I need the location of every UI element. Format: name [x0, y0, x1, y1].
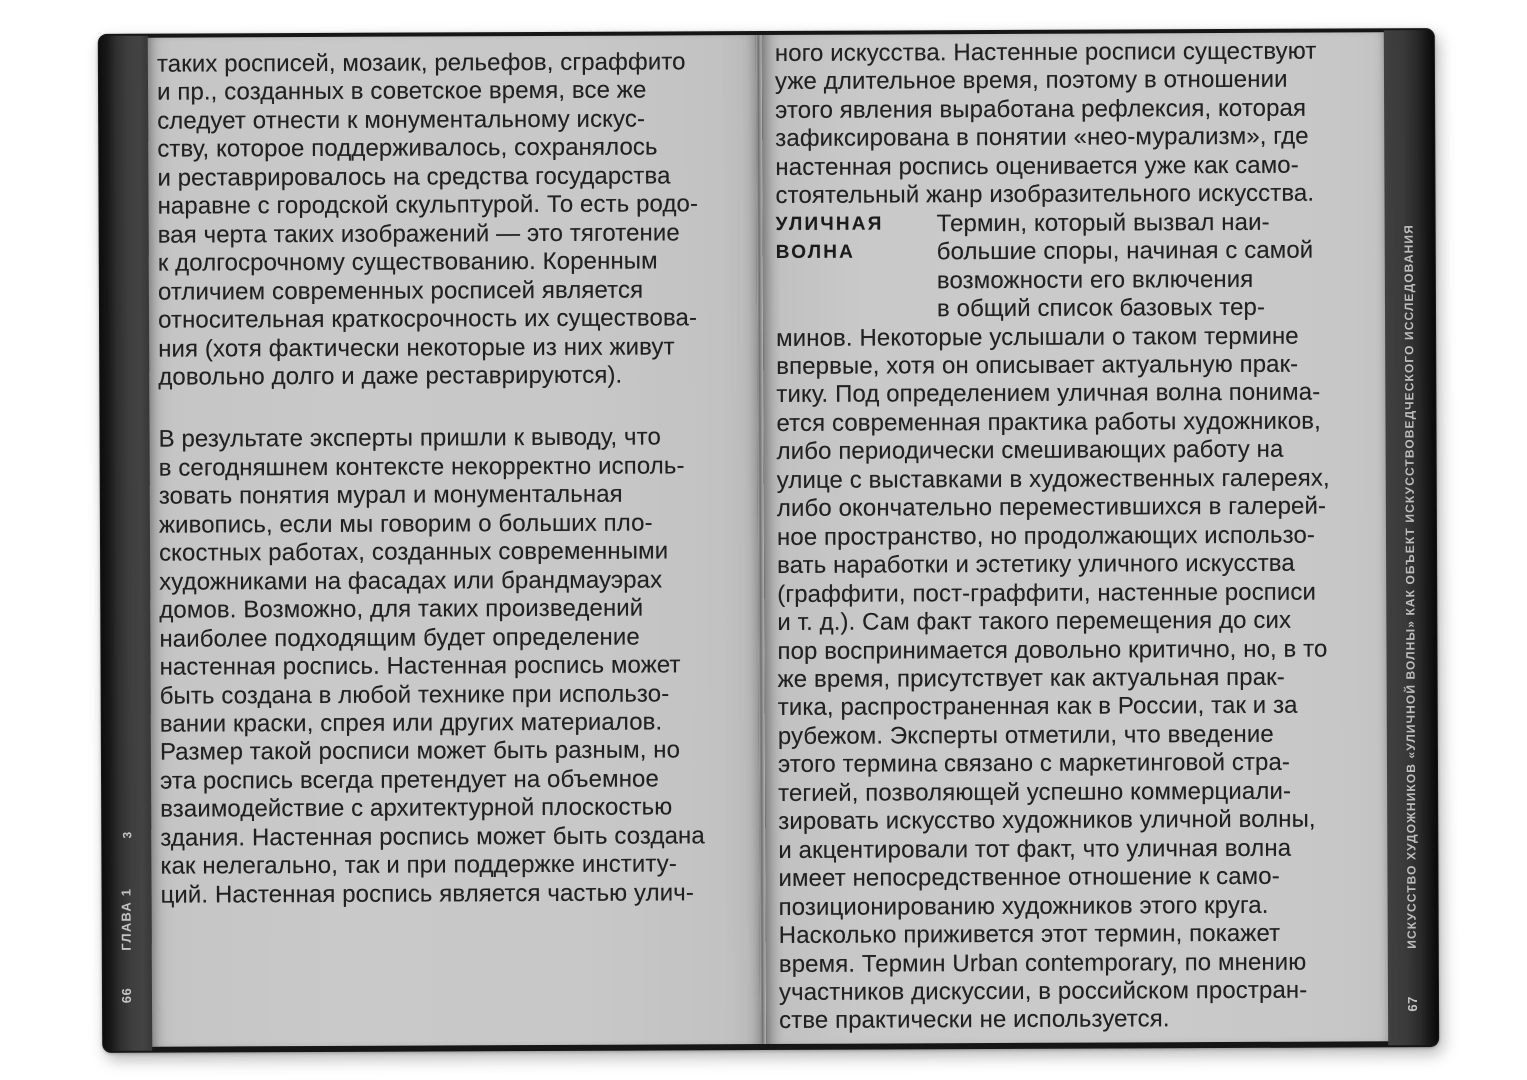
right-spine-band [1384, 30, 1438, 1045]
right-page-number: 67 [1404, 995, 1421, 1012]
right-intro-paragraph: ного искусства. Настенные росписи существуют уже длительное время, поэтому в отношении этого явления выработана рефлексия, которая зафиксирована в понятии «нео-мурализм», где настенная роспись оценивается уже как само- стоятельный жанр изобразительного искусства. [774, 37, 1317, 210]
term-heading: УЛИЧНАЯ ВОЛНА [775, 213, 884, 264]
left-margin-section-number: 3 [120, 831, 135, 839]
left-page-text [148, 35, 760, 910]
right-margin-running-title: ИСКУССТВО ХУДОЖНИКОВ «УЛИЧНОЙ ВОЛНЫ» КАК ОБЪЕКТ ИСКУССТВОВЕДЧЕСКОГО ИССЛЕДОВАНИЯ [1401, 224, 1419, 950]
right-page [762, 32, 1389, 1044]
term-definition-continued: минов. Некоторые услышали о таком термине впервые, хотя он описывает актуальную прак- тику. Под определением уличная волна понима- ется современная практика работы художников, либо периодически смешивающих работу на улице с выставками в художественных галереях, либо окончательно переместившихся в галерей- ное пространство, но продолжающих использо- вать наработки и эстетику уличного искусства (граффити, пост-граффити, настенные росписи и т. д.). Сам факт такого перемещения до сих пор воспринимается довольно критично, но, в то же время, присутствует как актуальная прак- тика, распространенная как в России, так и за рубежом. Эксперты отметили, что введение этого термина связано с маркетинговой стра- тегией, позволяющей успешно коммерциали- зировать искусство художников уличной волны, и акцентировали тот факт, что уличная волна имеет непосредственное отношение к само- позиционированию художников этого круга. Насколько приживется этот термин, покажет время. Термин Urban contemporary, по мнению участников дискуссии, в российском простран- стве практически не используется. [776, 322, 1330, 1035]
left-margin-chapter-label: ГЛАВА 1 [118, 887, 134, 951]
left-paragraph-1: таких росписей, мозаик, рельефов, сграффито и пр., созданных в советское время, все же следует отнести к монументальному искус- ству, которое поддерживалось, сохранялось и реставрировалось на средства государства наравне с городской скульптурой. То есть родо- вая черта таких изображений — это тяготение к долгосрочному существованию. Коренным отличием современных росписей является относительная краткосрочность их существова- ния (хотя фактически некоторые из них живут довольно долго и даже реставрируются). [156, 48, 699, 391]
left-paragraph-2: В результате эксперты пришли к выводу, что в сегодняшнем контексте некорректно исполь- зовать понятия мурал и монументальная живопись, если мы говорим о больших пло- скостных работах, созданных современными художниками на фасадах или брандмауэрах домов. Возможно, для таких произведений наиболее подходящим будет определение настенная роспись. Настенная роспись может быть создана в любой технике при использо- вании краски, спрея или других материалов. Размер такой росписи может быть разным, но эта роспись всегда претендует на объемное взаимодействие с архитектурной плоскостью здания. Настенная роспись может быть создана как нелегально, так и при поддержке институ- ций. Настенная роспись является частью улич- [158, 423, 705, 909]
right-page-text [762, 32, 1389, 1036]
paragraph-gap [158, 389, 757, 426]
left-page [148, 35, 760, 1047]
left-page-number: 66 [118, 987, 135, 1003]
term-entry [776, 208, 1390, 1036]
left-spine-band [99, 36, 152, 1051]
term-definition-indented: Термин, который вызвал наи- большие споры, начиная с самой возможности его включения в общий список базовых тер- [936, 208, 1314, 323]
open-book-spread [98, 28, 1439, 1053]
